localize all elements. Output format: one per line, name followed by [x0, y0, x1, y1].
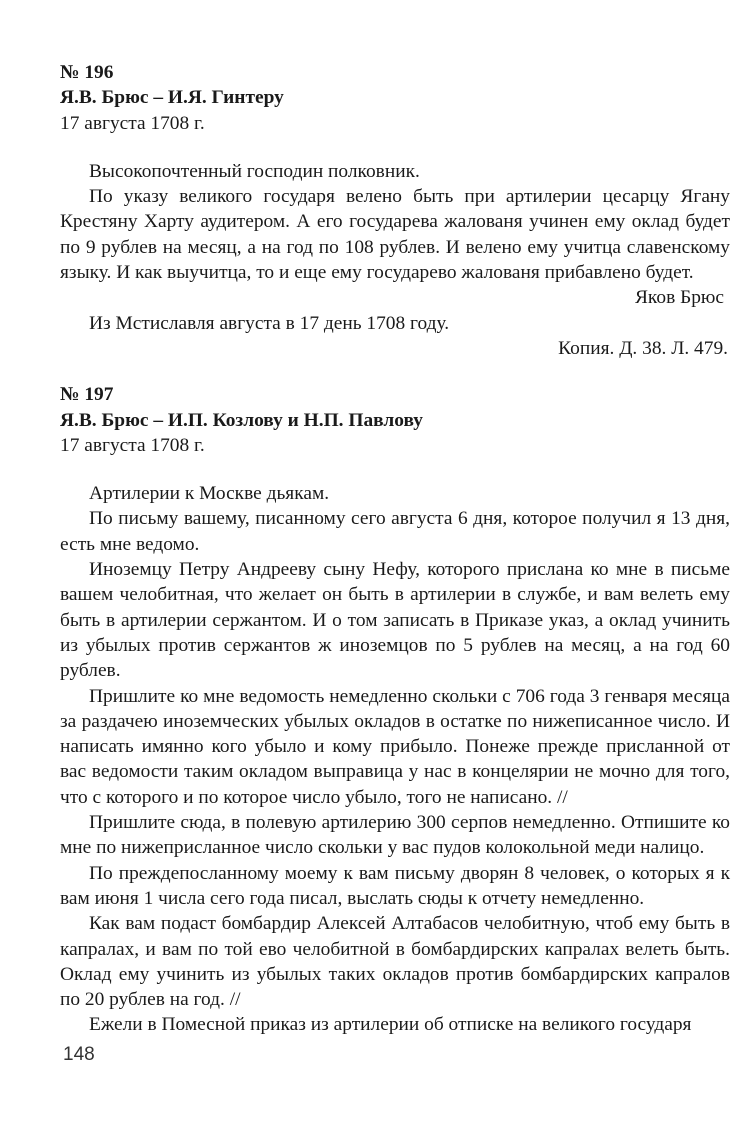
document-heading: Я.В. Брюс – И.Я. Гинтеру	[60, 87, 284, 109]
page-number: 148	[63, 1044, 95, 1065]
letter-address: Артилерии к Москве дьякам.	[89, 483, 330, 505]
document-date: 17 августа 1708 г.	[60, 434, 205, 456]
document-number: № 197	[60, 384, 114, 406]
document-197	[60, 382, 730, 1037]
letter-signature: Яков Брюс	[635, 287, 724, 309]
letter-paragraph: По указу великого государя велено быть при артилерии цесарцу Ягану Крестяну Харту аудитером. А его государева жалованя учинен ему оклад будет по 9 рублев на месяц, а на год по 108 рублев. И велено ему учитца славенскому языку. И как выучитца, то и еще ему государево жалованя прибавлено будет.	[60, 186, 730, 284]
letter-address: Высокопочтенный господин полковник.	[89, 160, 420, 182]
document-number: № 196	[60, 62, 114, 83]
letter-paragraph: Как вам подаст бомбардир Алексей Алтабасов челобитную, чтоб ему быть в капралах, и вам по той ево челобитной в бомбардирских капралах велеть быть. Оклад ему учинить из убылых таких окладов против бомбардирских капралов по 20 рублев на год. //	[60, 913, 730, 1011]
letter-paragraph: Пришлите ко мне ведомость немедленно скольки с 706 года 3 генваря месяца за раздачею иноземческих убылых окладов в остатке по нижеписанное число. И написать имянно кого убыло и кому прибыло. Понеже прежде присланной от вас ведомости таким окладом выправица у нас в концелярии не мочно для того, что с которого и по которое число убыло, того не написано. //	[60, 685, 730, 808]
letter-place-date: Из Мстиславля августа в 17 день 1708 году.	[89, 312, 450, 334]
book-page	[60, 60, 730, 1080]
spacer	[60, 136, 730, 159]
letter-paragraph: Пришлите сюда, в полевую артилерию 300 серпов немедленно. Отпишите ко мне по нижеприсланное число скольки у вас пудов колокольной меди налицо.	[60, 812, 730, 859]
document-date: 17 августа 1708 г.	[60, 112, 205, 134]
letter-paragraph: Иноземцу Петру Андрееву сыну Нефу, которого прислана ко мне в письме вашем челобитная, что желает он быть в артилерии в службе, и вам велеть ему быть в артилерии сержантом. И о том записать в Приказе указ, а оклад учинить из убылых против сержантов ж иноземцов по 5 рублев на месяц, а на год 60 рублев.	[60, 559, 730, 682]
letter-paragraph: По преждепосланному моему к вам письму дворян 8 человек, о которых я к вам июня 1 числа сего года писал, выслать сюды к отчету немедленно.	[60, 862, 730, 909]
letter-paragraph: Ежели в Помесной приказ из артилерии об отписке на великого государя	[89, 1014, 692, 1036]
archival-source: Копия. Д. 38. Л. 479.	[558, 337, 728, 359]
spacer	[60, 361, 730, 382]
spacer	[60, 458, 730, 481]
letter-paragraph: По письму вашему, писанному сего августа 6 дня, которое получил я 13 дня, есть мне ведомо.	[60, 508, 730, 555]
document-heading: Я.В. Брюс – И.П. Козлову и Н.П. Павлову	[60, 409, 423, 431]
document-196	[60, 60, 730, 382]
